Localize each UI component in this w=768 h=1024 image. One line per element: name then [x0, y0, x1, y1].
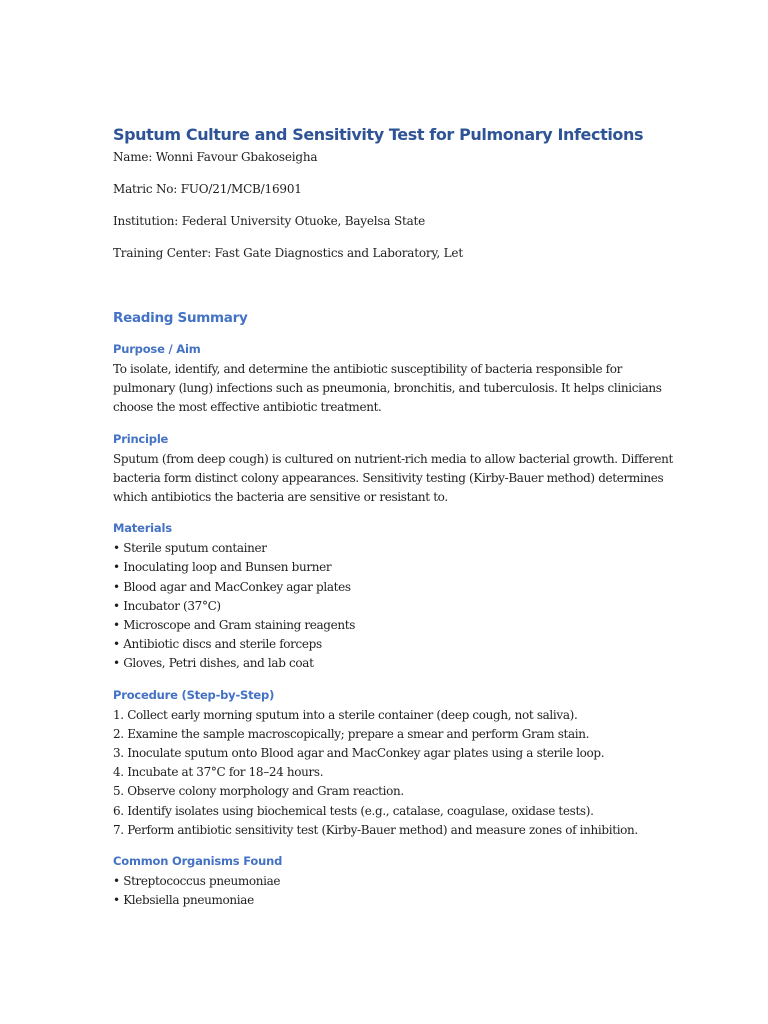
- list-item: • Blood agar and MacConkey agar plates: [113, 579, 351, 594]
- materials-heading: Materials: [113, 521, 172, 536]
- document-content: [113, 124, 713, 910]
- institution: Institution: Federal University Otuoke, Bayelsa State: [113, 214, 426, 228]
- reading-summary-heading: Reading Summary: [113, 310, 248, 326]
- student-name: Name: Wonni Favour Gbakoseigha: [113, 150, 318, 164]
- list-item: 6. Identify isolates using biochemical tests (e.g., catalase, coagulase, oxidase tests).: [113, 803, 594, 818]
- list-item: 7. Perform antibiotic sensitivity test (Kirby-Bauer method) and measure zones of inhibition.: [113, 822, 638, 837]
- list-item: • Sterile sputum container: [113, 541, 267, 556]
- list-item: • Antibiotic discs and sterile forceps: [113, 637, 322, 652]
- procedure-list: [113, 706, 713, 840]
- purpose-heading: Purpose / Aim: [113, 342, 201, 356]
- document-title: Sputum Culture and Sensitivity Test for Pulmonary Infections: [113, 125, 644, 144]
- list-item: 5. Observe colony morphology and Gram reaction.: [113, 784, 404, 799]
- principle-text: Sputum (from deep cough) is cultured on nutrient-rich media to allow bacterial growth. Different bacteria form distinct colony appearances. Sensitivity testing (Kirby-Bauer method) determines which antibiotics the bacteria are sensitive or resistant to.: [113, 451, 673, 505]
- matric-number: Matric No: FUO/21/MCB/16901: [113, 182, 302, 196]
- organisms-list: [113, 872, 713, 910]
- list-item: • Streptococcus pneumoniae: [113, 874, 281, 889]
- list-item: • Inoculating loop and Bunsen burner: [113, 560, 332, 575]
- list-item: • Klebsiella pneumoniae: [113, 893, 254, 908]
- list-item: 2. Examine the sample macroscopically; prepare a smear and perform Gram stain.: [113, 726, 590, 741]
- organisms-heading: Common Organisms Found: [113, 854, 283, 869]
- procedure-heading: Procedure (Step-by-Step): [113, 687, 275, 702]
- list-item: • Incubator (37°C): [113, 598, 221, 613]
- materials-list: [113, 539, 713, 673]
- purpose-text: To isolate, identify, and determine the antibiotic susceptibility of bacteria responsible for pulmonary (lung) infections such as pneumonia, bronchitis, and tuberculosis. It helps clinicians choose the most effective antibiotic treatment.: [113, 362, 662, 415]
- list-item: 4. Incubate at 37°C for 18–24 hours.: [113, 765, 324, 780]
- training-center: Training Center: Fast Gate Diagnostics and Laboratory, Let: [113, 246, 463, 260]
- principle-heading: Principle: [113, 431, 169, 446]
- list-item: 3. Inoculate sputum onto Blood agar and MacConkey agar plates using a sterile loop.: [113, 746, 605, 761]
- list-item: • Gloves, Petri dishes, and lab coat: [113, 656, 314, 671]
- list-item: 1. Collect early morning sputum into a sterile container (deep cough, not saliva).: [113, 707, 578, 722]
- list-item: • Microscope and Gram staining reagents: [113, 618, 356, 633]
